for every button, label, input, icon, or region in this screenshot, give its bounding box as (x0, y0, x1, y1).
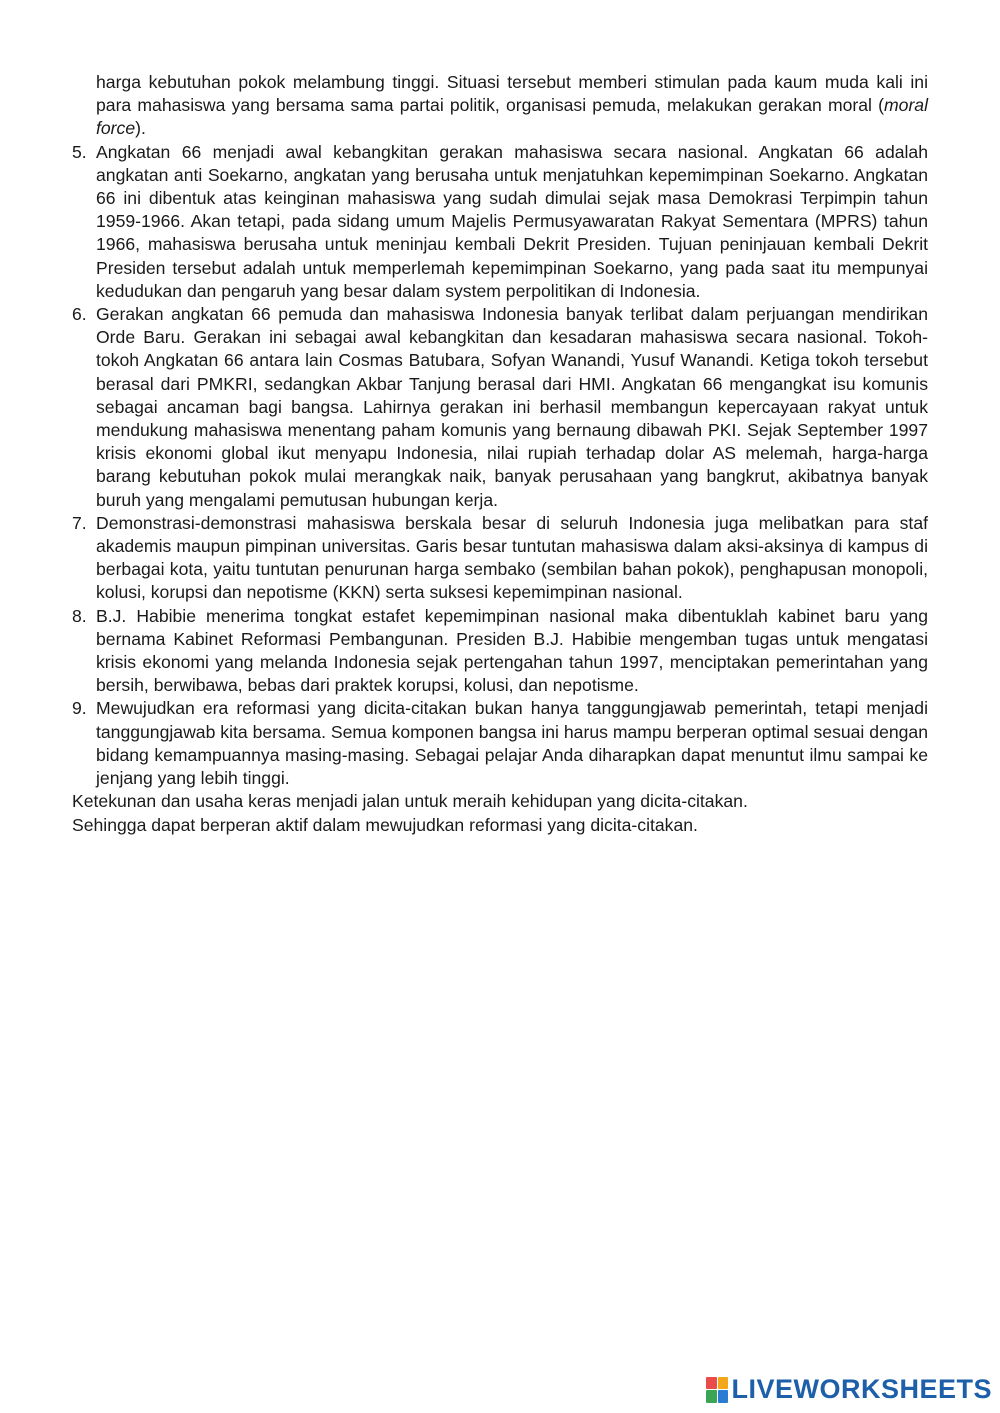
intro-italic-term: moral force (96, 95, 928, 139)
list-item-number: 8. (72, 605, 87, 626)
list-item-number: 5. (72, 141, 87, 162)
brand-text: LIVEWORKSHEETS (731, 1374, 992, 1404)
liveworksheets-logo-icon (706, 1377, 728, 1403)
closing-line: Sehingga dapat berperan aktif dalam mewujudkan reformasi yang dicita-citakan. (72, 814, 698, 835)
intro-continuation-paragraph (72, 71, 928, 141)
list-item-text: Gerakan angkatan 66 pemuda dan mahasiswa Indonesia banyak terlibat dalam perjuangan mendirikan Orde Baru. Gerakan ini sebagai awal kebangkitan dan kesadaran mahasiswa secara nasional. Tokoh-tokoh Angkatan 66 antara lain Cosmas Batubara, Sofyan Wanandi, Yusuf Wanandi. Ketiga tokoh tersebut berasal dari PMKRI, sedangkan Akbar Tanjung berasal dari HMI. Angkatan 66 mengangkat isu komunis sebagai ancaman bagi bangsa. Lahirnya gerakan ini berhasil membangun kepercayaan rakyat untuk mendukung mahasiswa menentang paham komunis yang bernaung dibawah PKI. Sejak September 1997 krisis ekonomi global ikut menyapu Indonesia, nilai rupiah terhadap dolar AS melemah, harga-harga barang kebutuhan pokok mulai merangkak naik, banyak perusahaan yang bangkrut, akibatnya banyak buruh yang mengalami pemutusan hubungan kerja. (96, 304, 928, 510)
closing-line: Ketekunan dan usaha keras menjadi jalan untuk meraih kehidupan yang dicita-citakan. (72, 791, 748, 812)
intro-text-end: ). (135, 118, 146, 139)
document-body (72, 71, 928, 837)
list-item-number: 7. (72, 512, 87, 533)
intro-text: harga kebutuhan pokok melambung tinggi. Situasi tersebut memberi stimulan pada kaum muda kali ini para mahasiswa yang bersama sama partai politik, organisasi pemuda, melakukan gerakan moral ( (96, 72, 928, 116)
list-item (72, 697, 928, 790)
list-item-text: Demonstrasi-demonstrasi mahasiswa berskala besar di seluruh Indonesia juga melibatkan para staf akademis maupun pimpinan universitas. Garis besar tuntutan mahasiswa dalam aksi-aksinya di kampus di berbagai kota, yaitu tuntutan penurunan harga sembako (sembilan bahan pokok), penghapusan monopoli, kolusi, korupsi dan nepotisme (KKN) serta suksesi kepemimpinan nasional. (96, 512, 928, 603)
list-item (72, 303, 928, 512)
list-item (72, 141, 928, 303)
list-item-text: B.J. Habibie menerima tongkat estafet kepemimpinan nasional maka dibentuklah kabinet baru yang bernama Kabinet Reformasi Pembangunan. Presiden B.J. Habibie mengemban tugas untuk mengatasi krisis ekonomi yang melanda Indonesia sejak pertengahan tahun 1997, menciptakan pemerintahan yang bersih, berwibawa, bebas dari praktek korupsi, kolusi, dan nepotisme. (96, 605, 928, 696)
list-item-text: Mewujudkan era reformasi yang dicita-citakan bukan hanya tanggungjawab pemerintah, tetapi menjadi tanggungjawab kita bersama. Semua komponen bangsa ini harus mampu berperan optimal sesuai dengan bidang kemampuannya masing-masing. Sebagai pelajar Anda diharapkan dapat menuntut ilmu sampai ke jenjang yang lebih tinggi. (96, 698, 928, 789)
list-item (72, 512, 928, 605)
liveworksheets-watermark (706, 1374, 992, 1405)
list-item (72, 605, 928, 698)
list-item-text: Angkatan 66 menjadi awal kebangkitan gerakan mahasiswa secara nasional. Angkatan 66 adalah angkatan anti Soekarno, angkatan yang berusaha untuk menjatuhkan kepemimpinan Soekarno. Angkatan 66 ini dibentuk atas keinginan mahasiswa yang sudah dimulai sejak masa Demokrasi Terpimpin tahun 1959-1966. Akan tetapi, pada sidang umum Majelis Permusyawaratan Rakyat Sementara (MPRS) tahun 1966, mahasiswa berusaha untuk meninjau kembali Dekrit Presiden. Tujuan peninjauan kembali Dekrit Presiden tersebut adalah untuk memperlemah kepemimpinan Soekarno, yang pada saat itu mempunyai kedudukan dan pengaruh yang besar dalam system perpolitikan di Indonesia. (96, 141, 928, 301)
list-item-number: 6. (72, 304, 87, 325)
list-item-number: 9. (72, 698, 87, 719)
